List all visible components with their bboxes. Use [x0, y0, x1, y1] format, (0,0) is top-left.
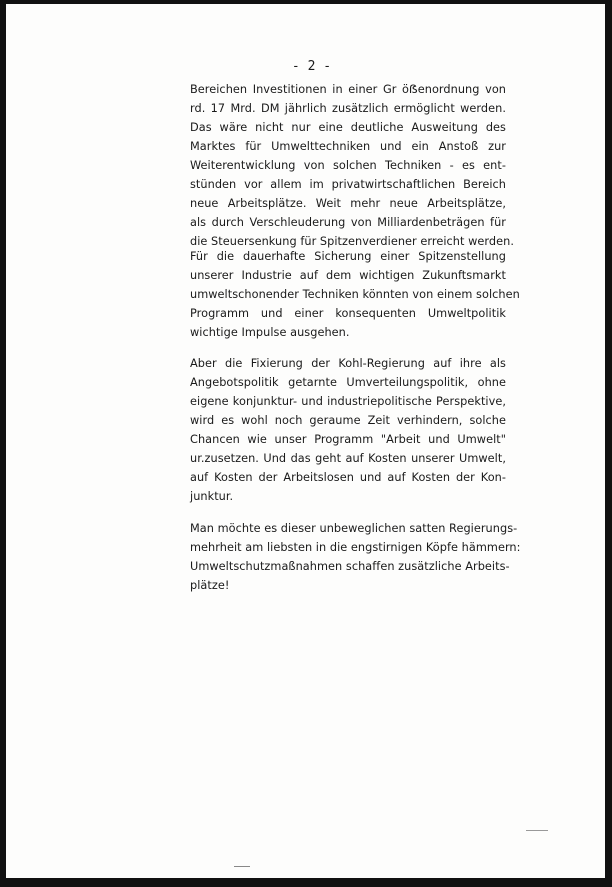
text-line: Das wäre nicht nur eine deutliche Ausweitung des: [190, 121, 506, 134]
text-line: wichtige Impulse ausgehen.: [190, 326, 350, 339]
text-line: unserer Industrie auf dem wichtigen Zukunftsmarkt: [190, 269, 506, 282]
text-line: Umweltschutzmaßnahmen schaffen zusätzliche Arbeits-: [190, 560, 510, 573]
text-line: die Steuersenkung für Spitzenverdiener erreicht werden.: [190, 235, 514, 248]
text-line: Programm und einer konsequenten Umweltpolitik: [190, 307, 506, 320]
scan-artifact: [526, 830, 548, 831]
text-line: stünden vor allem im privatwirtschaftlichen Bereich: [190, 178, 506, 191]
text-line: als durch Verschleuderung von Milliardenbeträgen für: [190, 216, 506, 229]
text-line: Chancen wie unser Programm "Arbeit und Umwelt": [190, 433, 506, 446]
text-line: neue Arbeitsplätze. Weit mehr neue Arbeitsplätze,: [190, 197, 506, 210]
text-line: Bereichen Investitionen in einer Gr öẞenordnung von: [190, 83, 506, 96]
text-line: junktur.: [190, 490, 234, 503]
text-line: Für die dauerhafte Sicherung einer Spitzenstellung: [190, 250, 506, 263]
paragraph-government: [190, 354, 506, 506]
paragraph-conclusion: [190, 519, 521, 595]
page-number: - 2 -: [291, 59, 332, 74]
text-line: Marktes für Umwelttechniken und ein Anstoß zur: [190, 140, 506, 153]
text-line: plätze!: [190, 579, 230, 592]
text-line: Weiterentwicklung von solchen Techniken - es ent-: [190, 159, 506, 172]
text-line: Man möchte es dieser unbeweglichen satten Regierungs-: [190, 522, 518, 535]
text-line: rd. 17 Mrd. DM jährlich zusätzlich ermöglicht werden.: [190, 102, 506, 115]
paragraph-industry: [190, 247, 520, 342]
text-line: mehrheit am liebsten in die engstirnigen Köpfe hämmern:: [190, 541, 521, 554]
text-line: eigene konjunktur- und industriepolitische Perspektive,: [190, 395, 506, 408]
text-line: ur.zusetzen. Und das geht auf Kosten unserer Umwelt,: [190, 452, 506, 465]
text-line: wird es wohl noch geraume Zeit verhindern, solche: [190, 414, 506, 427]
text-line: Angebotspolitik getarnte Umverteilungspolitik, ohne: [190, 376, 506, 389]
paragraph-investments: [190, 80, 514, 251]
text-line: auf Kosten der Arbeitslosen und auf Kosten der Kon-: [190, 471, 506, 484]
scan-artifact: [234, 866, 250, 867]
text-line: umweltschonender Techniken könnten von einem solchen: [190, 288, 520, 301]
text-line: Aber die Fixierung der Kohl-Regierung auf ihre als: [190, 357, 506, 370]
